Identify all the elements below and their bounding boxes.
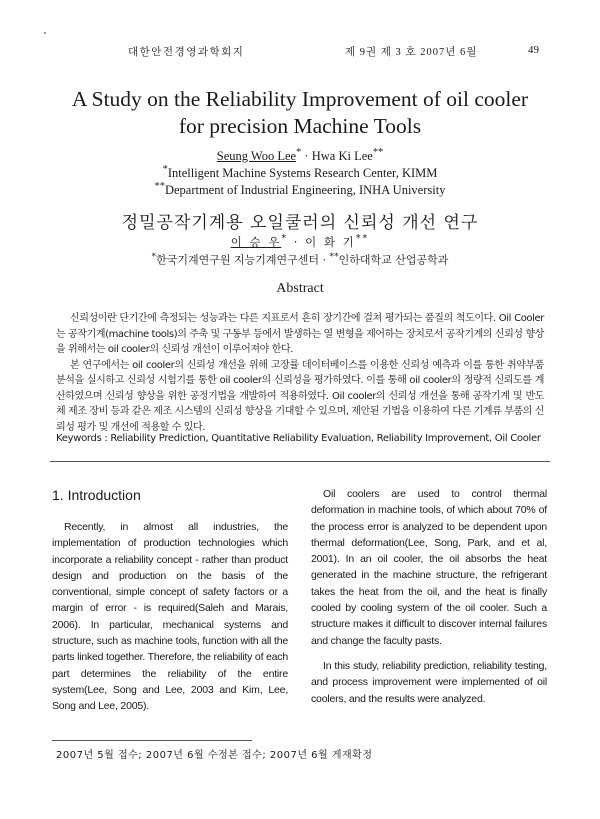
affiliation-1 bbox=[0, 164, 600, 181]
authors-english bbox=[0, 147, 600, 164]
korean-affiliations bbox=[0, 251, 600, 268]
authors-korean bbox=[0, 233, 600, 250]
korean-author-1-mark: * bbox=[281, 233, 289, 244]
abstract-paragraph-1: 신뢰성이란 단기간에 측정되는 성능과는 다른 지표로서 흔히 장기간에 걸쳐 평가되는 품질의 척도이다. Oil Cooler는 공작기계(machine tools)의 주축 및 구동부 등에서 발생하는 열 변형을 제어하는 장치로서 공작기계의 신뢰성 향상을 위해서는 oil cooler의 신뢰성 개선이 이루어져야 한다. bbox=[56, 313, 544, 355]
korean-affiliation-1-mark: * bbox=[151, 251, 157, 262]
abstract-paragraph-2: 본 연구에서는 oil cooler의 신뢰성 개선을 위해 고장률 데이터베이스를 이용한 신뢰성 예측과 이를 통한 취약부품 분석을 실시하고 신뢰성 시험기를 통한 oil cooler의 신뢰성을 평가하였다. 이를 통해 oil cooler의 정량적 신뢰도를 계산하였으며 신뢰성 향상을 위한 공정기법을 개발하여 적용하였다. Oil cooler의 신뢰성 개선을 통해 공작기계 및 반도체 제조 장비 등과 같은 제조 시스템의 신뢰성 향상을 기대할 수 있으며, 제안된 기법을 이용하여 다른 기계류 부품의 신뢰성 평가 및 개선에 적용할 수 있다. bbox=[56, 359, 545, 433]
intro-paragraph-3: In this study, reliability prediction, reliability testing, and process improvement were implemented of oil coolers, and the results were analyzed. bbox=[311, 659, 547, 705]
author-2-mark: ** bbox=[372, 147, 384, 158]
submission-dates-footnote: 2007년 5월 접수; 2007년 6월 수정본 접수; 2007년 6월 게재확정 bbox=[56, 750, 373, 761]
korean-author-2-mark: ** bbox=[355, 233, 370, 244]
intro-paragraph-1: Recently, in almost all industries, the implementation of production technologies which incorporate a reliability concept - rather than product design and production on the basis of the conventional, simple concept of safety factors or a margin of error - is required(Saleh and Marais, 2006). In particular, mechanical systems and structure, such as machine tools, function with all the parts linked together. Therefore, the reliability of each part determines the reliability of the entire system(Lee, Song and Lee, 2003 and Kim, Lee, Song and Lee, 2005). bbox=[52, 521, 288, 713]
affiliation-2 bbox=[0, 181, 600, 198]
paper-title-line-2: for precision Machine Tools bbox=[178, 114, 422, 138]
issue-info: 제 9권 제 3 호 2007년 6월 bbox=[345, 47, 478, 58]
intro-paragraph-2: Oil coolers are used to control thermal deformation in machine tools, of which about 70% of the process error is analyzed to be dependent upon thermal deformation(Lee, Song, Park, and et al, 2001). In an oil cooler, the oil absorbs the heat generated in the machine structure, the refrigerant takes the heat from the oil, and the heat is finally cooled by cooling system of the oil cooler. Such a structure makes it difficult to discover internal failures and change the faculty pasts. bbox=[311, 488, 547, 647]
affiliation-1-text: Intelligent Machine Systems Research Center, KIMM bbox=[167, 166, 438, 181]
korean-title: 정밀공작기계용 오일쿨러의 신뢰성 개선 연구 bbox=[121, 213, 479, 233]
korean-affiliation-2: 인하대학교 산업공학과 bbox=[338, 253, 449, 267]
journal-name: 대한안전경영과학회지 bbox=[128, 47, 245, 58]
scan-dot bbox=[44, 32, 46, 34]
right-column bbox=[311, 486, 547, 707]
page-number: 49 bbox=[528, 44, 539, 56]
author-separator: · bbox=[301, 149, 312, 164]
korean-affiliation-1: 한국기계연구원 지능기계연구센터 · bbox=[156, 253, 330, 267]
section-divider bbox=[50, 461, 550, 462]
author-1-name: Seung Woo Lee bbox=[216, 149, 297, 164]
paper-title-line-1: A Study on the Reliability Improvement of oil cooler bbox=[71, 87, 529, 111]
affiliation-2-mark: ** bbox=[154, 181, 165, 192]
affiliation-1-mark: * bbox=[162, 164, 168, 175]
korean-author-separator: · bbox=[288, 234, 306, 249]
author-1-mark: * bbox=[296, 147, 302, 158]
keywords: Keywords : Reliability Prediction, Quantitative Reliability Evaluation, Reliability Improvement, Oil Cooler bbox=[56, 433, 541, 444]
left-column bbox=[52, 519, 288, 715]
korean-author-2: 이 화 기 bbox=[305, 234, 356, 249]
section-heading-introduction: 1. Introduction bbox=[52, 487, 141, 503]
korean-author-1: 이 승 우 bbox=[230, 234, 282, 249]
footnote-divider bbox=[52, 740, 252, 741]
affiliation-2-text: Department of Industrial Engineering, INHA University bbox=[164, 183, 446, 198]
korean-affiliation-2-mark: ** bbox=[329, 251, 339, 262]
author-2-name: Hwa Ki Lee bbox=[311, 149, 373, 164]
abstract-body bbox=[56, 311, 544, 435]
abstract-heading: Abstract bbox=[276, 281, 324, 296]
